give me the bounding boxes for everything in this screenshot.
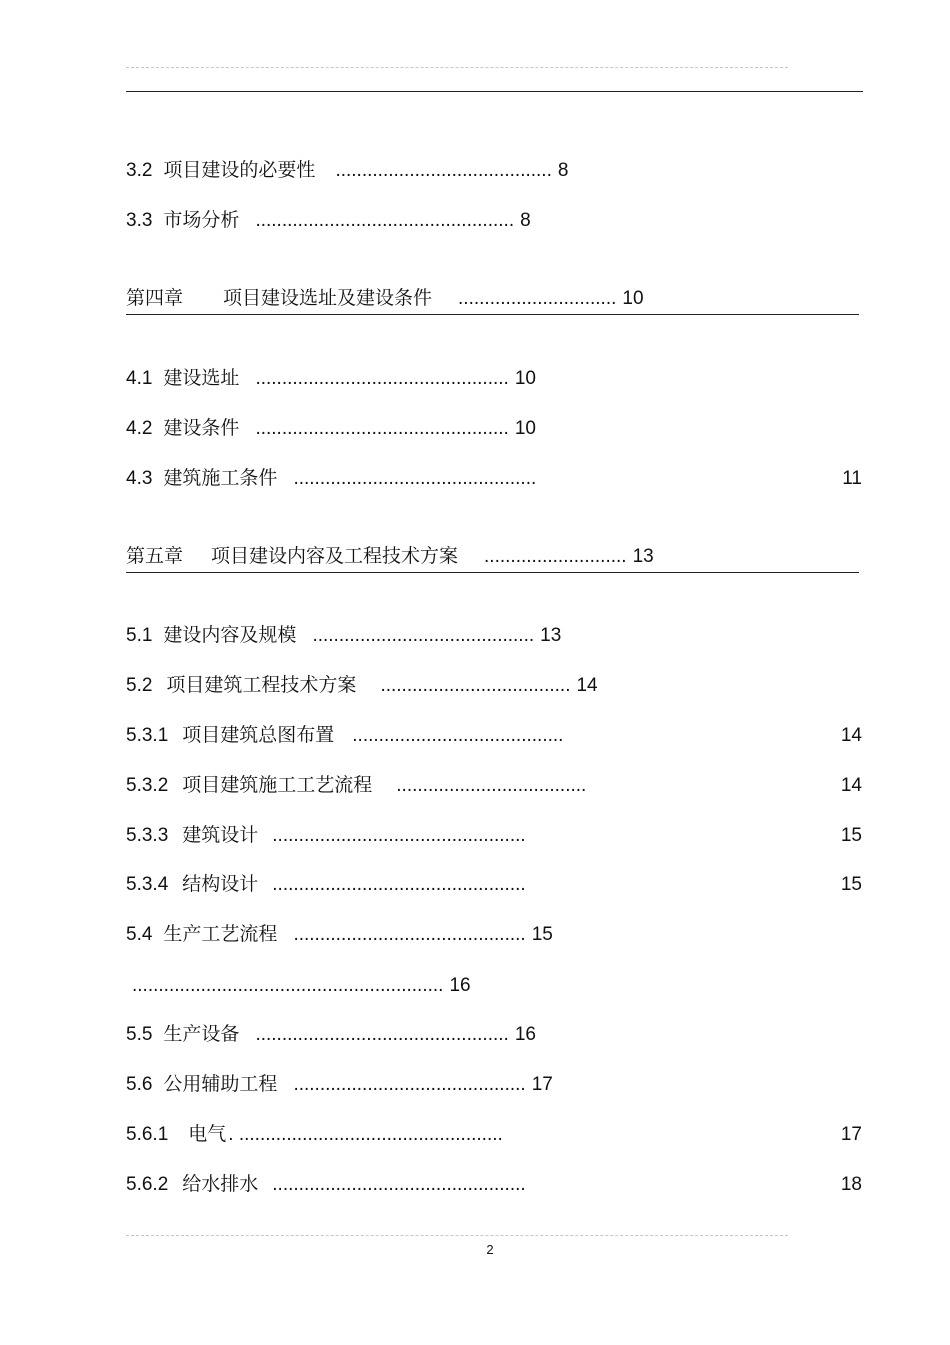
toc-entry-number: 4.1 bbox=[126, 368, 153, 389]
toc-entry-leader: ................................................ bbox=[255, 368, 509, 389]
toc-entry-page: 15 bbox=[531, 924, 553, 945]
toc-chapter-title: 项目建设选址及建设条件 bbox=[223, 288, 433, 309]
toc-entry-number: 5.4 bbox=[126, 924, 153, 945]
footer-dashed-line bbox=[126, 1235, 788, 1236]
toc-entry[interactable] bbox=[126, 723, 563, 749]
toc-entry-title: 公用辅助工程 bbox=[163, 1074, 278, 1095]
toc-entry-number: 4.2 bbox=[126, 418, 153, 439]
toc-entry-title: 建筑设计 bbox=[182, 825, 259, 846]
toc-chapter-entry[interactable] bbox=[126, 286, 859, 315]
toc-entry-title: 项目建筑总图布置 bbox=[182, 725, 335, 746]
toc-entry[interactable] bbox=[126, 158, 568, 184]
toc-entry-leader: .................................... bbox=[380, 675, 571, 696]
header-rule bbox=[126, 91, 863, 92]
toc-entry[interactable] bbox=[132, 973, 471, 999]
toc-chapter-label: 第四章 bbox=[126, 288, 184, 309]
toc-entry-number: 5.3.1 bbox=[126, 725, 169, 746]
toc-entry[interactable] bbox=[126, 466, 536, 492]
toc-entry-page: 18 bbox=[840, 1174, 862, 1195]
toc-entry-leader: ................................................ bbox=[272, 1174, 526, 1195]
toc-entry-title: 市场分析 bbox=[163, 210, 240, 231]
toc-entry[interactable] bbox=[126, 623, 561, 649]
toc-entry-page: 14 bbox=[840, 725, 862, 746]
toc-entry-leader: ......................................... bbox=[335, 160, 552, 181]
toc-entry[interactable] bbox=[126, 773, 586, 799]
toc-entry-number: 5.5 bbox=[126, 1024, 153, 1045]
toc-entry-number: 5.2 bbox=[126, 675, 153, 696]
toc-entry-title: 项目建设的必要性 bbox=[163, 160, 316, 181]
toc-entry-number: 3.2 bbox=[126, 160, 153, 181]
toc-entry[interactable] bbox=[126, 1172, 526, 1198]
toc-entry-number: 5.6.2 bbox=[126, 1174, 169, 1195]
toc-entry-leader: ................................................ bbox=[272, 825, 526, 846]
toc-chapter-label: 第五章 bbox=[126, 546, 184, 567]
toc-entry[interactable] bbox=[126, 823, 526, 849]
toc-chapter-entry[interactable] bbox=[126, 544, 859, 573]
toc-chapter-page: 13 bbox=[632, 546, 654, 567]
toc-entry-page: 16 bbox=[449, 975, 471, 996]
toc-entry-number: 5.3.2 bbox=[126, 775, 169, 796]
toc-entry-number: 5.3.3 bbox=[126, 825, 169, 846]
toc-entry-leader: .......................................... bbox=[312, 625, 535, 646]
toc-entry-title: 建设条件 bbox=[163, 418, 240, 439]
toc-entry-page: 17 bbox=[840, 1124, 862, 1145]
toc-entry-title: 电气 bbox=[188, 1124, 227, 1145]
toc-entry-number: 3.3 bbox=[126, 210, 153, 231]
toc-entry-leader: ........................................ bbox=[352, 725, 564, 746]
toc-entry-number: 5.6 bbox=[126, 1074, 153, 1095]
toc-entry-page: 10 bbox=[514, 368, 536, 389]
toc-entry-page: 17 bbox=[531, 1074, 553, 1095]
toc-entry-title: 项目建筑施工工艺流程 bbox=[182, 775, 373, 796]
toc-entry-leader: ............................................ bbox=[293, 924, 526, 945]
toc-entry-leader: .................................... bbox=[396, 775, 587, 796]
toc-chapter-page: 10 bbox=[622, 288, 644, 309]
toc-entry-page: 8 bbox=[557, 160, 569, 181]
toc-entry-leader: . .................................................. bbox=[228, 1124, 503, 1145]
toc-entry-number: 5.1 bbox=[126, 625, 153, 646]
toc-entry[interactable] bbox=[126, 922, 553, 948]
toc-entry[interactable] bbox=[126, 208, 531, 234]
toc-entry-title: 结构设计 bbox=[182, 874, 259, 895]
toc-entry-number: 4.3 bbox=[126, 468, 153, 489]
toc-entry-page: 14 bbox=[840, 775, 862, 796]
toc-entry-leader: ................................................ bbox=[255, 418, 509, 439]
toc-entry-page: 11 bbox=[842, 468, 862, 489]
toc-entry-leader: ........................................................... bbox=[132, 975, 444, 996]
toc-entry-leader: ................................................ bbox=[272, 874, 526, 895]
toc-entry-title: 建筑施工条件 bbox=[163, 468, 278, 489]
toc-entry-leader: .............................................. bbox=[293, 468, 537, 489]
toc-entry-title: 生产设备 bbox=[163, 1024, 240, 1045]
toc-entry-leader: ................................................. bbox=[255, 210, 515, 231]
toc-entry[interactable] bbox=[126, 872, 526, 898]
toc-entry-page: 15 bbox=[840, 874, 862, 895]
toc-entry-page: 8 bbox=[520, 210, 531, 231]
toc-entry-title: 项目建筑工程技术方案 bbox=[166, 675, 357, 696]
toc-entry-title: 建设内容及规模 bbox=[163, 625, 297, 646]
header-dashed-line bbox=[126, 67, 788, 68]
toc-entry-leader: ................................................ bbox=[255, 1024, 509, 1045]
toc-entry-title: 生产工艺流程 bbox=[163, 924, 278, 945]
toc-entry-number: 5.6.1 bbox=[126, 1124, 169, 1145]
toc-entry-page: 13 bbox=[540, 625, 562, 646]
toc-entry-page: 10 bbox=[514, 418, 536, 439]
toc-entry-page: 14 bbox=[576, 675, 598, 696]
toc-entry-title: 给水排水 bbox=[182, 1174, 259, 1195]
toc-chapter-leader: .............................. bbox=[458, 288, 617, 309]
toc-entry-leader: ............................................ bbox=[293, 1074, 526, 1095]
page-number: 2 bbox=[486, 1242, 494, 1257]
toc-entry-page: 16 bbox=[514, 1024, 536, 1045]
toc-entry[interactable] bbox=[126, 416, 536, 442]
toc-entry-page: 15 bbox=[840, 825, 862, 846]
toc-entry[interactable] bbox=[126, 366, 536, 392]
toc-entry[interactable] bbox=[126, 1072, 553, 1098]
toc-entry-number: 5.3.4 bbox=[126, 874, 169, 895]
toc-entry[interactable] bbox=[126, 1022, 536, 1048]
toc-entry[interactable] bbox=[126, 673, 598, 699]
toc-entry-title: 建设选址 bbox=[163, 368, 240, 389]
toc-chapter-leader: ........................... bbox=[484, 546, 627, 567]
toc-chapter-title: 项目建设内容及工程技术方案 bbox=[211, 546, 459, 567]
toc-entry[interactable] bbox=[126, 1122, 503, 1148]
